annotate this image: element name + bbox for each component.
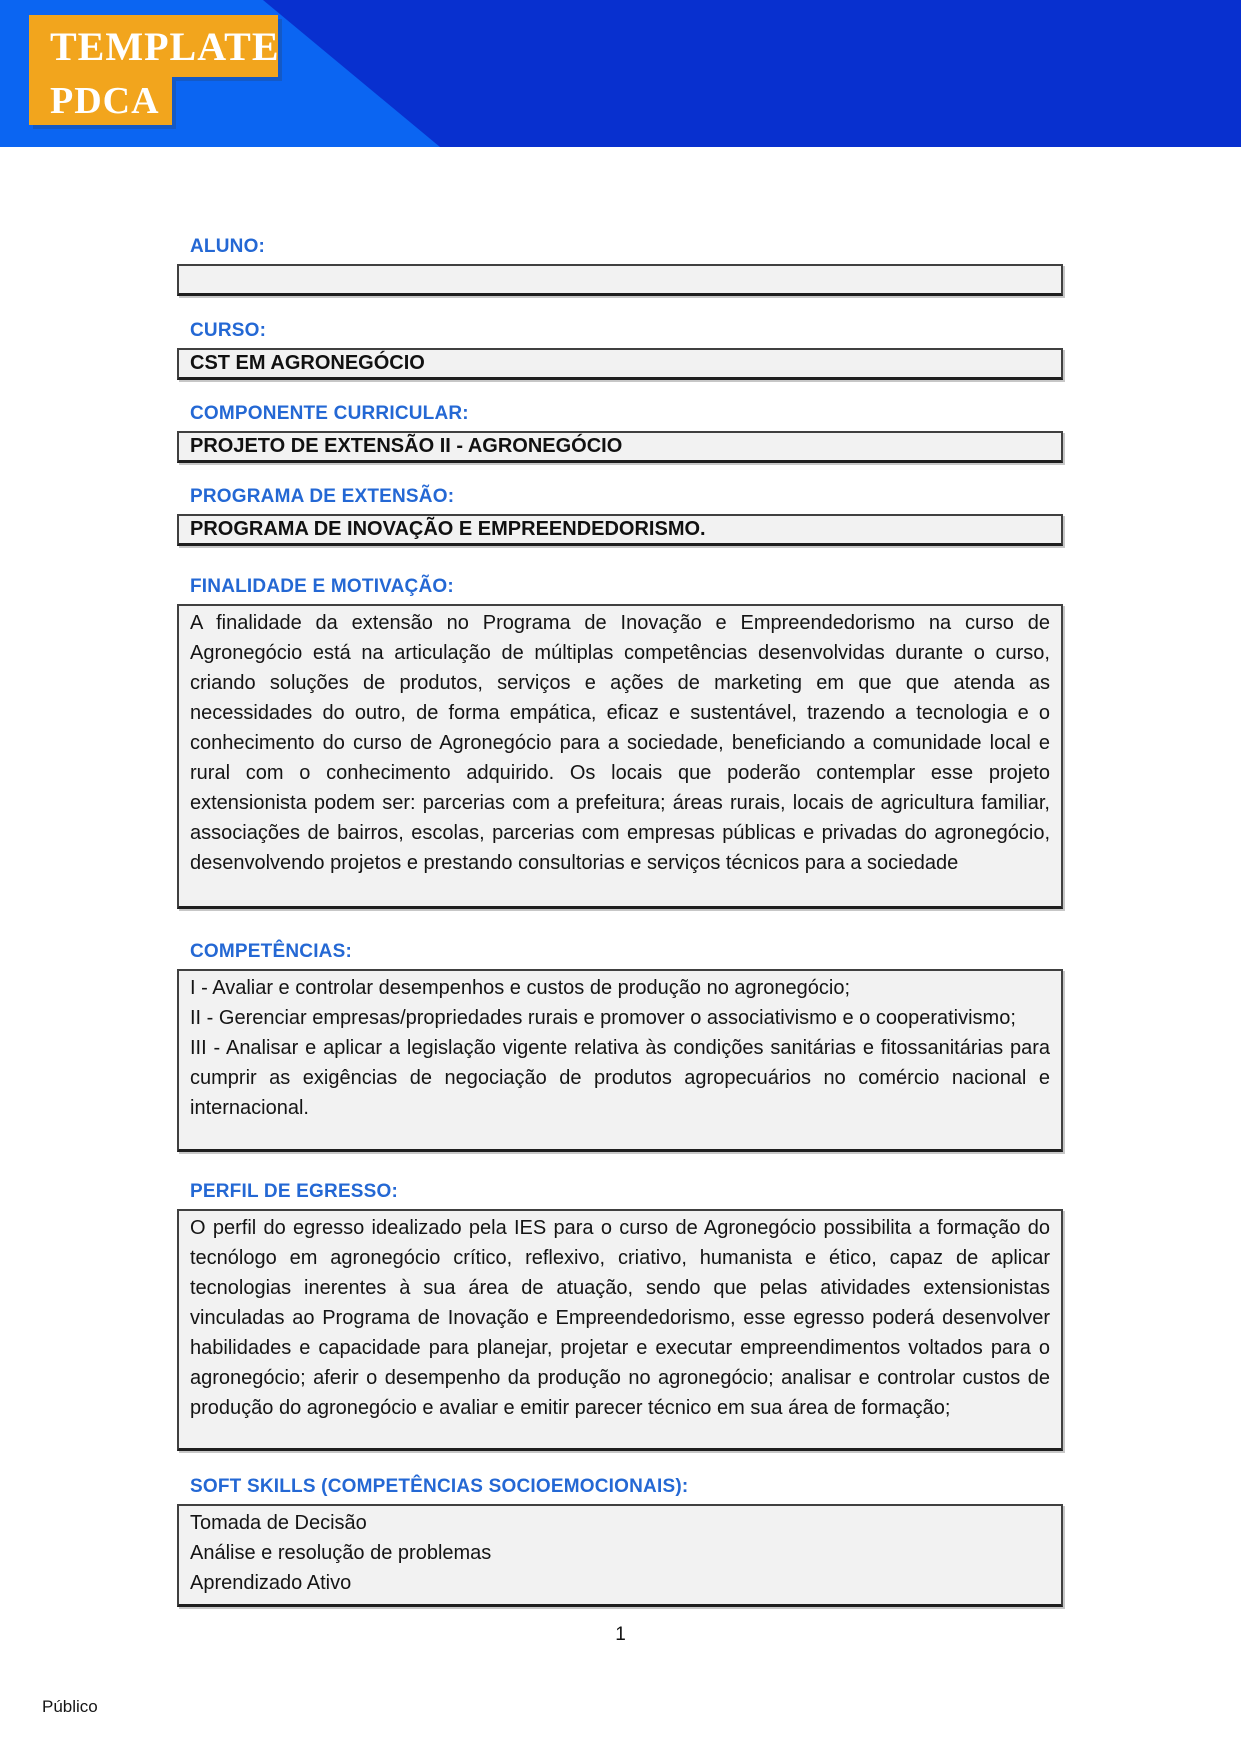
section-curso <box>177 320 1063 380</box>
finalidade-paragraph: A finalidade da extensão no Programa de Inovação e Empreendedorismo na curso de Agronegócio está na articulação de múltiplas competências desenvolvidas durante o curso, criando soluções de produtos, serviços e ações de marketing em que que atenda as necessidades do outro, de forma empática, eficaz e sustentável, trazendo a tecnologia e o conhecimento do curso de Agronegócio para a sociedade, beneficiando a comunidade local e rural com o conhecimento adquirido. Os locais que poderão contemplar esse projeto extensionista podem ser: parcerias com a prefeitura; áreas rurais, locais de agricultura familiar, associações de bairros, escolas, parcerias com empresas públicas e privadas do agronegócio, desenvolvendo projetos e prestando consultorias e serviços técnicos para a sociedade <box>190 612 1050 874</box>
logo-line-template: TEMPLATE <box>29 15 278 77</box>
curso-field[interactable]: CST EM AGRONEGÓCIO <box>177 348 1063 380</box>
template-pdca-logo <box>29 15 278 125</box>
componente-curricular-label: COMPONENTE CURRICULAR: <box>190 403 469 424</box>
competencias-textbox[interactable] <box>177 969 1063 1152</box>
programa-extensao-field[interactable]: PROGRAMA DE INOVAÇÃO E EMPREENDEDORISMO. <box>177 514 1063 546</box>
curso-label: CURSO: <box>190 320 267 341</box>
page-number: 1 <box>615 1624 626 1645</box>
section-aluno <box>177 236 1063 296</box>
section-soft-skills <box>177 1476 1063 1607</box>
soft-skill-item-3: Aprendizado Ativo <box>190 1572 352 1594</box>
finalidade-textbox[interactable] <box>177 604 1063 909</box>
aluno-field[interactable] <box>177 264 1063 296</box>
logo-line-pdca: PDCA <box>29 77 172 125</box>
section-finalidade <box>177 576 1063 909</box>
soft-skill-item-1: Tomada de Decisão <box>190 1512 367 1534</box>
section-perfil-egresso <box>177 1181 1063 1451</box>
finalidade-label: FINALIDADE E MOTIVAÇÃO: <box>190 576 454 597</box>
soft-skills-textbox[interactable] <box>177 1504 1063 1607</box>
competencias-label: COMPETÊNCIAS: <box>190 941 352 962</box>
competencia-item-1: I - Avaliar e controlar desempenhos e custos de produção no agronegócio; <box>190 977 851 999</box>
perfil-egresso-textbox[interactable] <box>177 1209 1063 1451</box>
section-componente-curricular <box>177 403 1063 463</box>
competencia-item-3: III - Analisar e aplicar a legislação vigente relativa às condições sanitárias e fitossanitárias para cumprir as exigências de negociação de produtos agropecuários no comércio nacional e internacional. <box>190 1037 1050 1119</box>
soft-skill-item-2: Análise e resolução de problemas <box>190 1542 492 1564</box>
perfil-egresso-label: PERFIL DE EGRESSO: <box>190 1181 399 1202</box>
competencia-item-2: II - Gerenciar empresas/propriedades rurais e promover o associativismo e o cooperativismo; <box>190 1007 1016 1029</box>
programa-extensao-label: PROGRAMA DE EXTENSÃO: <box>190 486 455 507</box>
soft-skills-label: SOFT SKILLS (COMPETÊNCIAS SOCIOEMOCIONAIS): <box>190 1476 689 1497</box>
aluno-label: ALUNO: <box>190 236 266 257</box>
classification-label: Público <box>42 1697 98 1716</box>
perfil-egresso-paragraph: O perfil do egresso idealizado pela IES para o curso de Agronegócio possibilita a formação do tecnólogo em agronegócio crítico, reflexivo, criativo, humanista e ético, capaz de aplicar tecnologias inerentes à sua área de atuação, sendo que pelas atividades extensionistas vinculadas ao Programa de Inovação e Empreendedorismo, esse egresso poderá desenvolver habilidades e capacidade para planejar, projetar e executar empreendimentos voltados para o agronegócio; aferir o desempenho da produção no agronegócio; analisar e controlar custos de produção do agronegócio e avaliar e emitir parecer técnico em sua área de formação; <box>190 1217 1050 1419</box>
componente-curricular-field[interactable]: PROJETO DE EXTENSÃO II - AGRONEGÓCIO <box>177 431 1063 463</box>
header-banner <box>0 0 1241 147</box>
section-programa-extensao <box>177 486 1063 546</box>
section-competencias <box>177 941 1063 1152</box>
